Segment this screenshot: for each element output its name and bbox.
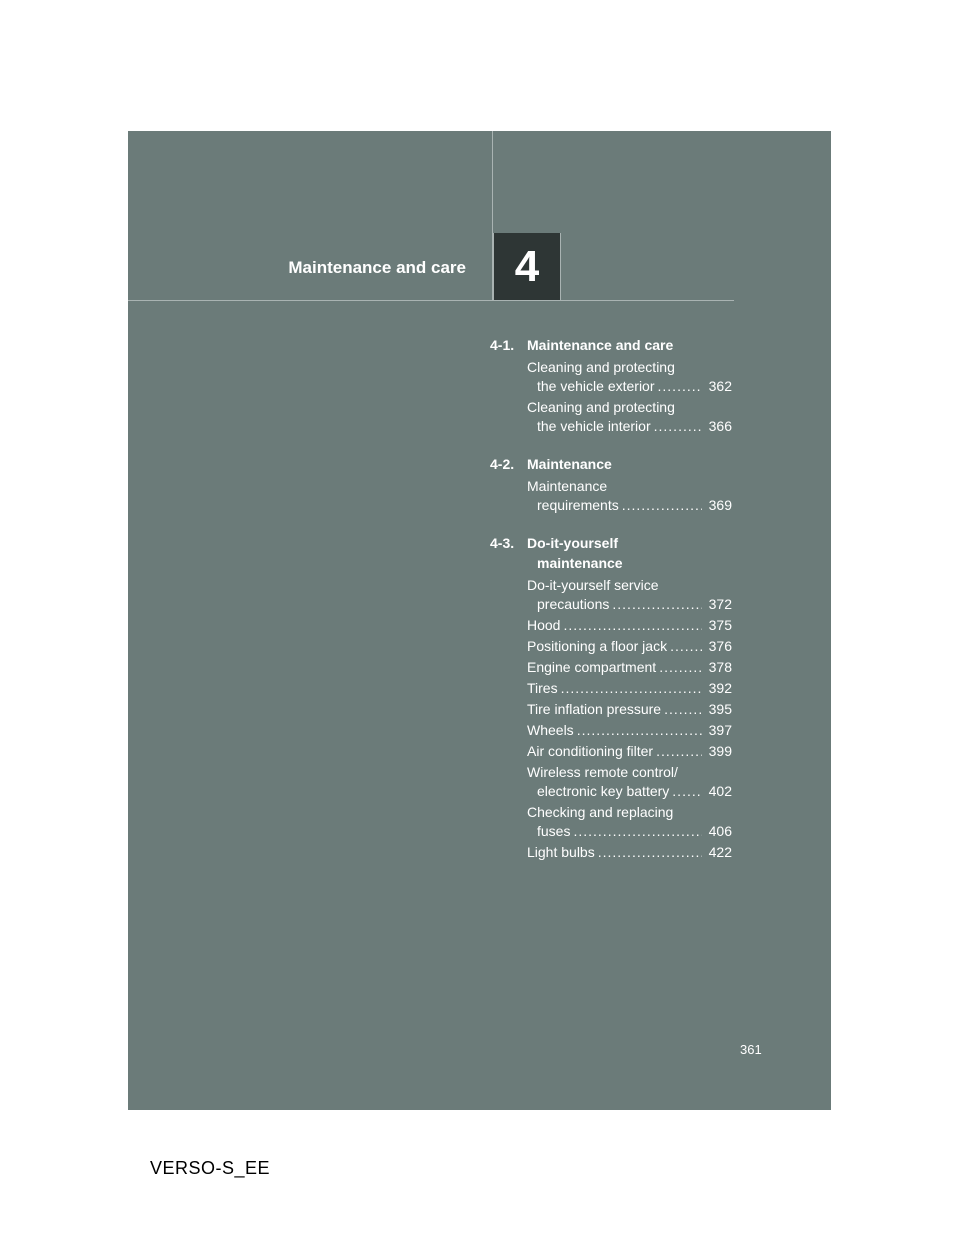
chapter-number: 4 [514,241,540,291]
entry-page-number: 372 [708,596,732,612]
entry-row [527,700,732,719]
toc-entry[interactable] [527,721,732,740]
dot-leader [672,782,702,801]
dot-leader [656,742,702,761]
document-code: VERSO-S_EE [150,1158,271,1178]
entry-page-number: 366 [708,418,732,434]
entry-row [527,377,732,396]
dot-leader [577,721,702,740]
entry-row [527,721,732,740]
entry-title: Hood [527,617,561,633]
toc-entry[interactable] [527,763,732,801]
dot-leader [563,616,702,635]
entry-page-number: 362 [708,378,732,394]
toc-section [490,335,732,436]
entry-page-number: 378 [708,659,732,675]
entry-page-number: 406 [708,823,732,839]
toc-entry[interactable] [527,477,732,515]
entry-page-number: 397 [708,722,732,738]
chapter-number-box [493,233,561,300]
section-title-line1: Do-it-yourself [527,535,618,551]
entry-page-number: 395 [708,701,732,717]
entry-page-number: 399 [708,743,732,759]
dot-leader [659,658,702,677]
dot-leader [573,822,702,841]
entry-row [527,616,732,635]
entry-row [527,742,732,761]
entry-title: precautions [537,596,610,612]
section-heading [490,454,732,474]
entry-title: the vehicle exterior [537,378,655,394]
toc-entry[interactable] [527,679,732,698]
toc-entry[interactable] [527,398,732,436]
entry-row [527,637,732,656]
section-title [527,454,732,474]
entry-page-number: 369 [708,497,732,513]
entry-title: Wheels [527,722,574,738]
section-heading [490,335,732,355]
entry-row [527,417,732,436]
dot-leader [598,843,702,862]
entry-title: electronic key battery [537,783,670,799]
toc-entry[interactable] [527,637,732,656]
divider-horizontal [128,300,734,301]
toc-entry[interactable] [527,358,732,396]
entry-row [527,496,732,515]
entry-page-number: 376 [708,638,732,654]
toc-section [490,533,732,862]
entry-title: the vehicle interior [537,418,651,434]
chapter-title: Maintenance and care [288,258,466,277]
entry-row [527,679,732,698]
section-title-line2: maintenance [537,555,623,571]
entry-title-line1: Wireless remote control/ [527,764,678,780]
entry-title: Positioning a floor jack [527,638,668,654]
section-number: 4-3. [490,535,515,551]
entry-title: Tire inflation pressure [527,701,662,717]
entry-page-number: 375 [708,617,732,633]
section-title-line1: Maintenance [527,456,612,472]
toc-entry[interactable] [527,700,732,719]
entry-page-number: 392 [708,680,732,696]
entry-row [527,843,732,862]
toc-entry[interactable] [527,742,732,761]
entry-title: Tires [527,680,558,696]
entry-title: fuses [537,823,571,839]
entry-row [527,782,732,801]
entry-page-number: 402 [708,783,732,799]
entry-title-line1: Cleaning and protecting [527,399,675,415]
entry-page-number: 422 [708,844,732,860]
section-title-line1: Maintenance and care [527,337,674,353]
dot-leader [561,679,702,698]
dot-leader [658,377,702,396]
entry-title: Engine compartment [527,659,657,675]
section-number: 4-2. [490,456,515,472]
section-title [527,335,732,355]
toc-entry[interactable] [527,576,732,614]
entry-title-line1: Maintenance [527,478,608,494]
dot-leader [664,700,702,719]
entry-title: requirements [537,497,619,513]
entry-title: Light bulbs [527,844,595,860]
entry-title: Air conditioning filter [527,743,654,759]
entry-title-line1: Cleaning and protecting [527,359,675,375]
dot-leader [670,637,702,656]
table-of-contents [490,335,732,880]
entry-title-line1: Checking and replacing [527,804,674,820]
entry-row [527,658,732,677]
toc-entry[interactable] [527,658,732,677]
section-heading [490,533,732,573]
entry-row [527,595,732,614]
dot-leader [622,496,702,515]
page-number: 361 [740,1042,762,1057]
entry-row [527,822,732,841]
dot-leader [654,417,702,436]
entry-title-line1: Do-it-yourself service [527,577,659,593]
toc-section [490,454,732,515]
toc-entry[interactable] [527,803,732,841]
toc-entry[interactable] [527,616,732,635]
section-number: 4-1. [490,337,515,353]
section-title [527,533,732,573]
dot-leader [612,595,702,614]
toc-entry[interactable] [527,843,732,862]
